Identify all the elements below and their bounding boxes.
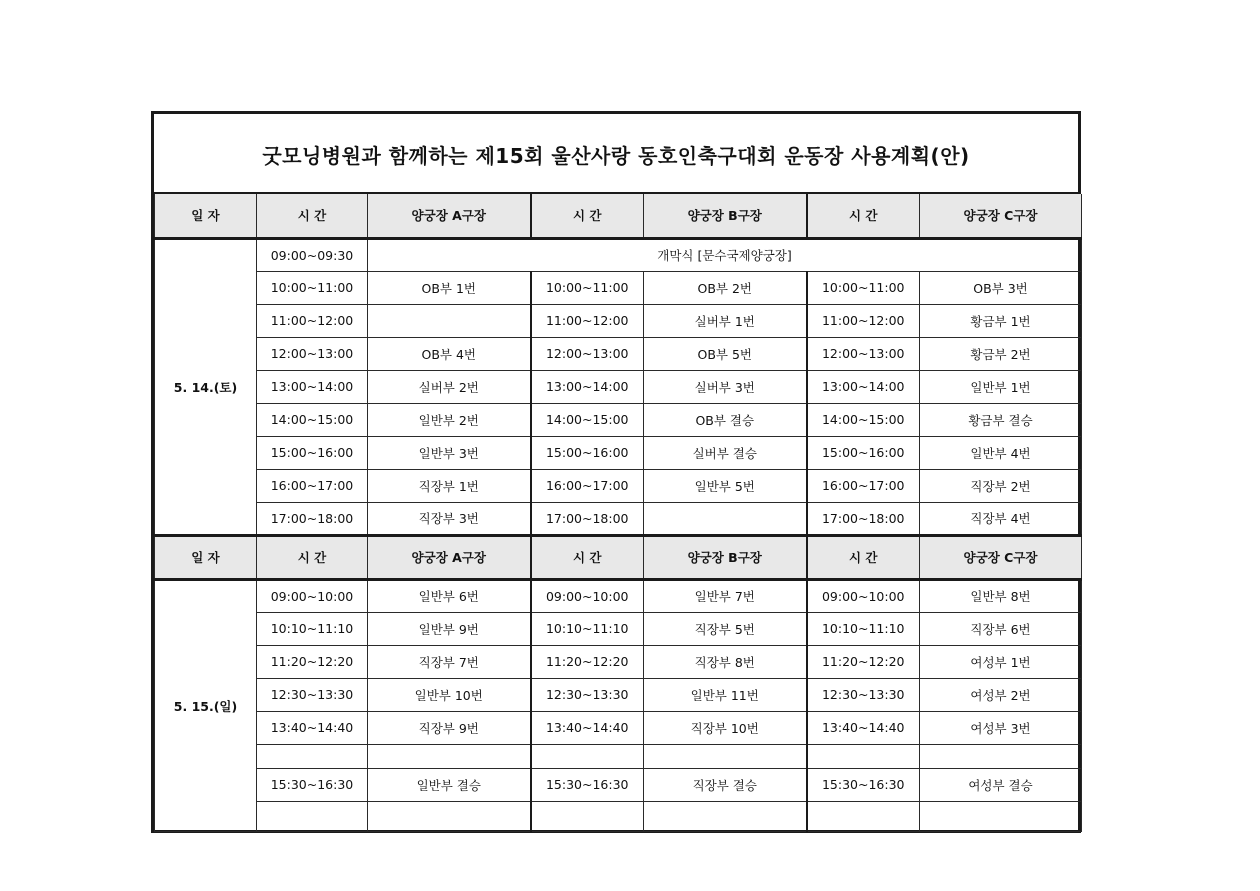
match-cell-a: 직장부 3번 <box>368 502 531 535</box>
match-cell-c <box>920 744 1082 768</box>
time-cell-c <box>807 801 920 831</box>
match-cell-c: 황금부 2번 <box>920 337 1082 370</box>
table-row <box>155 436 1082 469</box>
time-cell-c: 10:10~11:10 <box>807 612 920 645</box>
time-cell-c: 13:40~14:40 <box>807 711 920 744</box>
match-cell-a: 직장부 9번 <box>368 711 531 744</box>
match-cell-b: 직장부 10번 <box>644 711 807 744</box>
match-cell-a: 일반부 9번 <box>368 612 531 645</box>
time-cell-b: 09:00~10:00 <box>531 579 644 612</box>
match-cell-c: 일반부 8번 <box>920 579 1082 612</box>
match-cell-a: OB부 4번 <box>368 337 531 370</box>
match-cell-b: OB부 2번 <box>644 271 807 304</box>
time-cell-c: 16:00~17:00 <box>807 469 920 502</box>
schedule-document <box>151 111 1081 833</box>
time-cell-b: 13:00~14:00 <box>531 370 644 403</box>
time-cell-b: 17:00~18:00 <box>531 502 644 535</box>
time-cell-b: 15:30~16:30 <box>531 768 644 801</box>
time-cell-a: 15:00~16:00 <box>257 436 368 469</box>
time-cell-a: 11:20~12:20 <box>257 645 368 678</box>
time-cell-a: 13:40~14:40 <box>257 711 368 744</box>
match-cell-a: 일반부 결승 <box>368 768 531 801</box>
match-cell-b <box>644 502 807 535</box>
table-row <box>155 304 1082 337</box>
header-row <box>155 535 1082 579</box>
header-time: 시 간 <box>807 535 920 579</box>
table-row <box>155 403 1082 436</box>
table-row <box>155 337 1082 370</box>
schedule-table <box>154 194 1082 832</box>
match-cell-a <box>368 744 531 768</box>
match-cell-b: OB부 5번 <box>644 337 807 370</box>
match-cell-a: 일반부 10번 <box>368 678 531 711</box>
table-row <box>155 469 1082 502</box>
time-cell-a: 12:30~13:30 <box>257 678 368 711</box>
match-cell-b: 일반부 7번 <box>644 579 807 612</box>
match-cell-a: 일반부 2번 <box>368 403 531 436</box>
time-cell-a: 14:00~15:00 <box>257 403 368 436</box>
table-row <box>155 370 1082 403</box>
table-row <box>155 271 1082 304</box>
date-cell: 5. 14.(토) <box>155 238 257 535</box>
match-cell-c: 일반부 4번 <box>920 436 1082 469</box>
time-cell-b: 12:00~13:00 <box>531 337 644 370</box>
table-row <box>155 801 1082 831</box>
time-cell-c: 09:00~10:00 <box>807 579 920 612</box>
time-cell-a: 13:00~14:00 <box>257 370 368 403</box>
header-time: 시 간 <box>807 194 920 238</box>
time-cell-c: 11:00~12:00 <box>807 304 920 337</box>
match-cell-c: 직장부 2번 <box>920 469 1082 502</box>
time-cell-a: 11:00~12:00 <box>257 304 368 337</box>
header-field-c: 양궁장 C구장 <box>920 194 1082 238</box>
match-cell-a: 직장부 7번 <box>368 645 531 678</box>
opening-ceremony: 개막식 [문수국제양궁장] <box>368 238 1082 271</box>
header-field-b: 양궁장 B구장 <box>644 194 807 238</box>
time-cell-b: 15:00~16:00 <box>531 436 644 469</box>
header-field-c: 양궁장 C구장 <box>920 535 1082 579</box>
header-field-a: 양궁장 A구장 <box>368 194 531 238</box>
time-cell-a: 15:30~16:30 <box>257 768 368 801</box>
match-cell-b: 실버부 3번 <box>644 370 807 403</box>
page-title: 굿모닝병원과 함께하는 제15회 울산사랑 동호인축구대회 운동장 사용계획(안) <box>154 114 1078 194</box>
time-cell-c: 13:00~14:00 <box>807 370 920 403</box>
match-cell-b: 실버부 결승 <box>644 436 807 469</box>
match-cell-c: 여성부 결승 <box>920 768 1082 801</box>
match-cell-c: 여성부 3번 <box>920 711 1082 744</box>
match-cell-c: OB부 3번 <box>920 271 1082 304</box>
table-row <box>155 645 1082 678</box>
header-time: 시 간 <box>257 535 368 579</box>
time-cell-c: 11:20~12:20 <box>807 645 920 678</box>
table-row <box>155 612 1082 645</box>
match-cell-c <box>920 801 1082 831</box>
time-cell-a <box>257 744 368 768</box>
time-cell-c: 12:30~13:30 <box>807 678 920 711</box>
time-cell-c: 12:00~13:00 <box>807 337 920 370</box>
time-cell-c: 15:30~16:30 <box>807 768 920 801</box>
table-row <box>155 768 1082 801</box>
time-cell-b: 12:30~13:30 <box>531 678 644 711</box>
time-cell-b: 11:20~12:20 <box>531 645 644 678</box>
match-cell-b: 직장부 8번 <box>644 645 807 678</box>
time-cell-b: 10:10~11:10 <box>531 612 644 645</box>
match-cell-b: 실버부 1번 <box>644 304 807 337</box>
date-cell: 5. 15.(일) <box>155 579 257 831</box>
time-cell-b: 11:00~12:00 <box>531 304 644 337</box>
time-cell-b <box>531 744 644 768</box>
time-cell-c: 10:00~11:00 <box>807 271 920 304</box>
match-cell-b: OB부 결승 <box>644 403 807 436</box>
match-cell-b <box>644 744 807 768</box>
match-cell-a: 일반부 6번 <box>368 579 531 612</box>
time-cell-c: 14:00~15:00 <box>807 403 920 436</box>
time-cell-a: 09:00~10:00 <box>257 579 368 612</box>
table-row <box>155 711 1082 744</box>
time-cell-a: 10:10~11:10 <box>257 612 368 645</box>
time-cell-b: 10:00~11:00 <box>531 271 644 304</box>
match-cell-a <box>368 304 531 337</box>
match-cell-c: 일반부 1번 <box>920 370 1082 403</box>
header-time: 시 간 <box>531 535 644 579</box>
match-cell-a: 실버부 2번 <box>368 370 531 403</box>
match-cell-b: 일반부 5번 <box>644 469 807 502</box>
table-row <box>155 502 1082 535</box>
match-cell-b: 직장부 5번 <box>644 612 807 645</box>
time-cell-a: 10:00~11:00 <box>257 271 368 304</box>
match-cell-b: 일반부 11번 <box>644 678 807 711</box>
time-cell-b: 16:00~17:00 <box>531 469 644 502</box>
table-row <box>155 678 1082 711</box>
match-cell-c: 황금부 결승 <box>920 403 1082 436</box>
time-cell-b: 13:40~14:40 <box>531 711 644 744</box>
header-date: 일 자 <box>155 194 257 238</box>
header-date: 일 자 <box>155 535 257 579</box>
match-cell-b <box>644 801 807 831</box>
table-row <box>155 744 1082 768</box>
time-cell-a: 16:00~17:00 <box>257 469 368 502</box>
match-cell-c: 직장부 6번 <box>920 612 1082 645</box>
header-time: 시 간 <box>257 194 368 238</box>
match-cell-a: 일반부 3번 <box>368 436 531 469</box>
match-cell-a: OB부 1번 <box>368 271 531 304</box>
opening-row <box>155 238 1082 271</box>
match-cell-c: 직장부 4번 <box>920 502 1082 535</box>
match-cell-c: 여성부 1번 <box>920 645 1082 678</box>
time-cell-c: 15:00~16:00 <box>807 436 920 469</box>
table-row <box>155 579 1082 612</box>
time-cell-opening: 09:00~09:30 <box>257 238 368 271</box>
header-field-b: 양궁장 B구장 <box>644 535 807 579</box>
match-cell-c: 황금부 1번 <box>920 304 1082 337</box>
match-cell-c: 여성부 2번 <box>920 678 1082 711</box>
time-cell-c <box>807 744 920 768</box>
time-cell-a: 17:00~18:00 <box>257 502 368 535</box>
time-cell-c: 17:00~18:00 <box>807 502 920 535</box>
time-cell-b: 14:00~15:00 <box>531 403 644 436</box>
header-field-a: 양궁장 A구장 <box>368 535 531 579</box>
header-time: 시 간 <box>531 194 644 238</box>
match-cell-b: 직장부 결승 <box>644 768 807 801</box>
header-row <box>155 194 1082 238</box>
time-cell-a: 12:00~13:00 <box>257 337 368 370</box>
time-cell-b <box>531 801 644 831</box>
match-cell-a: 직장부 1번 <box>368 469 531 502</box>
match-cell-a <box>368 801 531 831</box>
time-cell-a <box>257 801 368 831</box>
